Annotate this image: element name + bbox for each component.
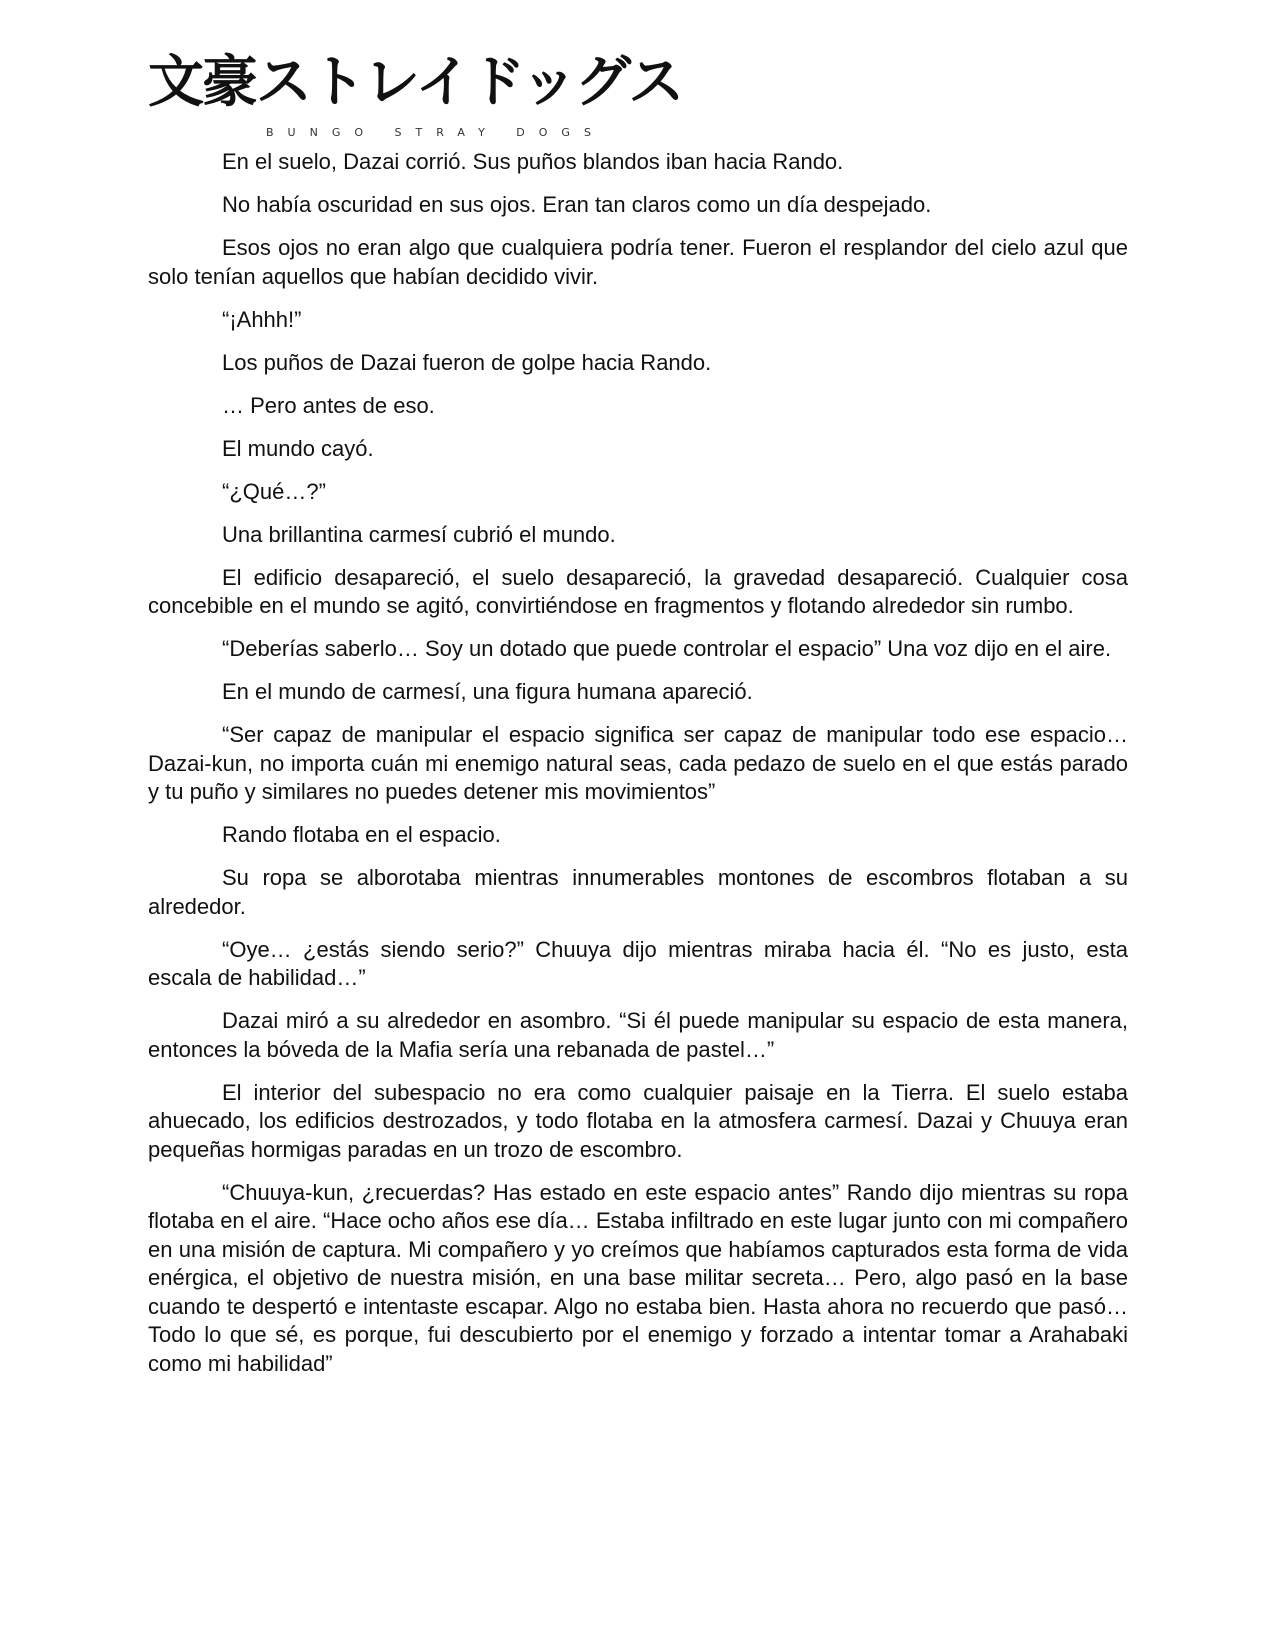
paragraph: En el mundo de carmesí, una figura humana apareció. — [222, 679, 753, 704]
paragraph: “Ser capaz de manipular el espacio significa ser capaz de manipular todo ese espacio… Dazai-kun, no importa cuán mi enemigo natural seas, cada pedazo de suelo en el que estás parado y tu puño y similares no puedes detener mis movimientos” — [148, 722, 1128, 804]
paragraph: No había oscuridad en sus ojos. Eran tan claros como un día despejado. — [222, 192, 932, 217]
paragraph: Los puños de Dazai fueron de golpe hacia Rando. — [222, 349, 712, 375]
paragraph: … Pero antes de eso. — [222, 392, 435, 418]
paragraph: “Deberías saberlo… Soy un dotado que puede controlar el espacio” Una voz dijo en el aire. — [222, 636, 1112, 661]
series-logo — [148, 46, 683, 146]
paragraph: El edificio desapareció, el suelo desapareció, la gravedad desapareció. Cualquier cosa concebible en el mundo se agitó, convirtiéndose en fragmentos y flotando alrededor sin rumbo. — [148, 564, 1128, 618]
paragraph: “¡Ahhh!” — [222, 306, 302, 332]
paragraph: El interior del subespacio no era como cualquier paisaje en la Tierra. El suelo estaba ahuecado, los edificios destrozados, y todo flotaba en la atmosfera carmesí. Dazai y Chuuya eran pequeñas hormigas paradas en un trozo de escombro. — [148, 1079, 1128, 1162]
paragraph: Esos ojos no eran algo que cualquiera podría tener. Fueron el resplandor del cielo azul que solo tenían aquellos que habían decidido vivir. — [148, 235, 1128, 289]
paragraph: Dazai miró a su alrededor en asombro. “Si él puede manipular su espacio de esta manera, entonces la bóveda de la Mafia sería una rebanada de pastel…” — [148, 1008, 1128, 1062]
paragraph: Una brillantina carmesí cubrió el mundo. — [222, 521, 616, 547]
paragraph: Su ropa se alborotaba mientras innumerables montones de escombros flotaban a su alrededor. — [148, 865, 1128, 919]
paragraph: Rando flotaba en el espacio. — [222, 822, 501, 847]
logo-japanese-title: 文豪ストレイドッグス — [148, 49, 683, 115]
body-text — [148, 148, 1128, 1393]
paragraph: “Chuuya-kun, ¿recuerdas? Has estado en este espacio antes” Rando dijo mientras su ropa flotaba en el aire. “Hace ocho años ese día… Estaba infiltrado en este lugar junto con mi compañero en una misión de captura. Mi compañero y yo creímos que habíamos capturados esta forma de vida enérgica, el objetivo de nuestra misión, en una base militar secreta… Pero, algo pasó en la base cuando te despertó e intentaste escapar. Algo no estaba bien. Hasta ahora no recuerdo que pasó… Todo lo que sé, es porque, fui descubierto por el enemigo y forzado a intentar tomar a Arahabaki como mi habilidad” — [148, 1179, 1128, 1376]
logo-english-subtitle: BUNGO STRAY DOGS — [266, 126, 605, 139]
paragraph: El mundo cayó. — [222, 435, 374, 461]
paragraph: En el suelo, Dazai corrió. Sus puños blandos iban hacia Rando. — [222, 149, 844, 174]
paragraph: “Oye… ¿estás siendo serio?” Chuuya dijo mientras miraba hacia él. “No es justo, esta escala de habilidad…” — [148, 936, 1128, 990]
paragraph: “¿Qué…?” — [222, 478, 326, 504]
